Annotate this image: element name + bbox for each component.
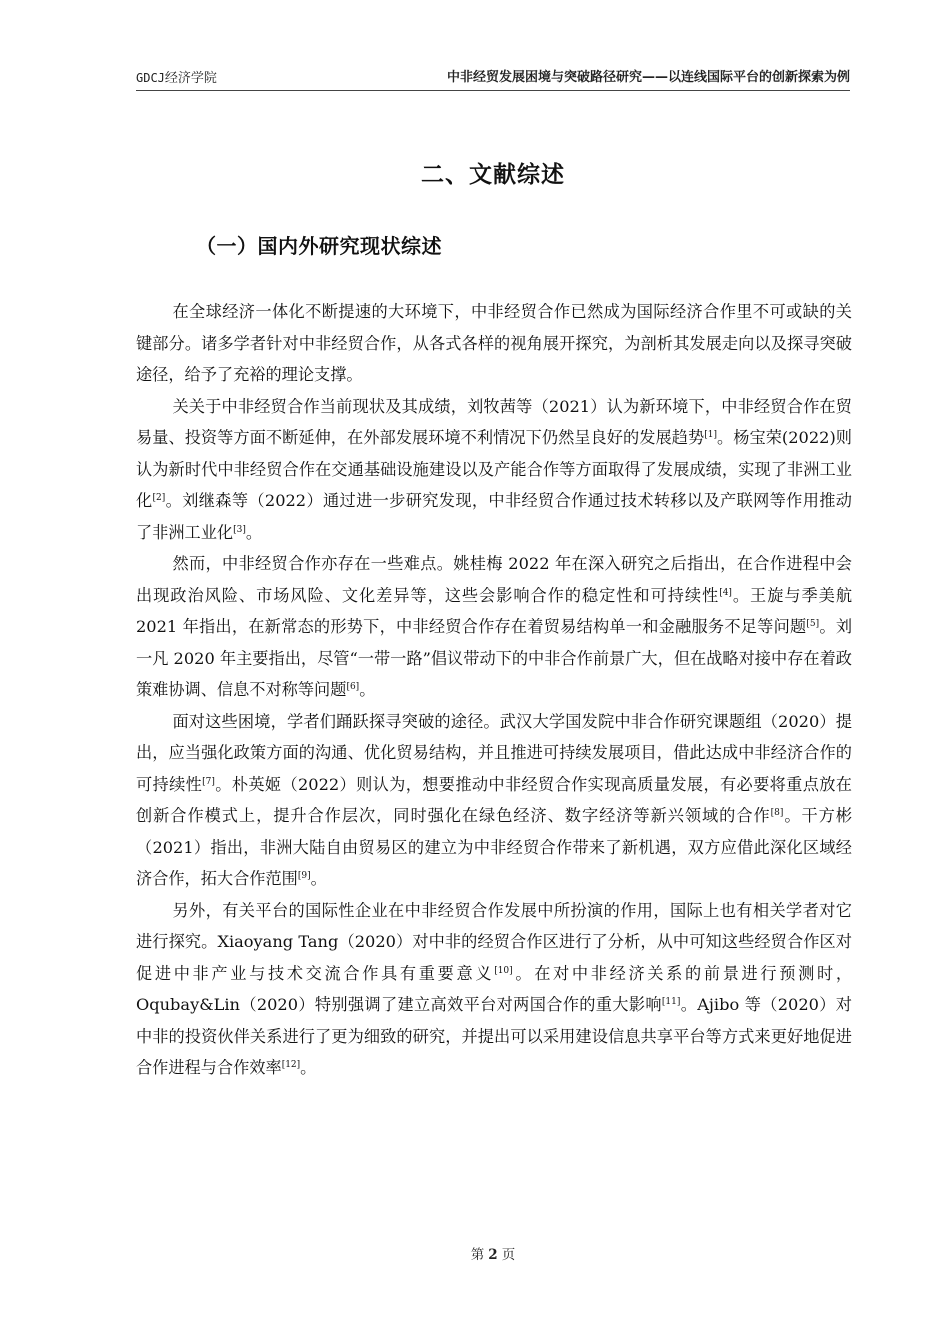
paragraph-text: 然而，中非经贸合作亦存在一些难点。姚桂梅 2022 年在深入研究之后指出，在合作进程中会出现政治风险、市场风险、文化差异等，这些会影响合作的稳定性和可持续性 (136, 554, 852, 605)
paragraph-text: 。刘一凡 2020 年主要指出，尽管“一带一路”倡议带动下的中非合作前景广大，但在战略对接中存在着政策难协调、信息不对称等问题 (136, 617, 853, 699)
paragraph-text: 。Ajibo 等（2020）对中非的投资伙伴关系进行了更为细致的研究，并提出可以采用建设信息共享平台等方式来更好地促进合作进程与合作效率 (136, 995, 852, 1077)
paragraph-text: 。干方彬（2021）指出，非洲大陆自由贸易区的建立为中非经贸合作带来了新机遇，双方应借此深化区域经济合作，拓大合作范围 (136, 806, 853, 888)
citation-ref: [4] (719, 587, 732, 598)
section-title: （一）国内外研究现状综述 (196, 234, 442, 258)
paragraph-text: 关关于中非经贸合作当前现状及其成绩，刘牧茜等（2021）认为新环境下，中非经贸合作在贸易量、投资等方面不断延伸，在外部发展环境不利情况下仍然呈良好的发展趋势 (136, 396, 852, 447)
citation-ref: [1] (704, 430, 717, 440)
page-header (136, 68, 850, 91)
paragraph-text: 面对这些困境，学者们踊跃探寻突破的途径。武汉大学国发院中非合作研究课题组（2020）提出，应当强化政策方面的沟通、优化贸易结构，并且推进可持续发展项目，借此达成中非经济合作的可持续性 (136, 711, 852, 794)
paragraph-text: 。 (245, 522, 263, 542)
citation-ref: [11] (661, 997, 681, 1007)
citation-ref: [6] (346, 682, 360, 692)
paragraph-text: 。 (310, 869, 327, 888)
paragraph-text: 。 (300, 1058, 317, 1077)
body-text (136, 296, 852, 1084)
paragraph-text: 。王旋与季美航 2021 年指出，在新常态的形势下，中非经贸合作存在着贸易结构单一和金融服务不足等问题 (136, 585, 853, 636)
paragraph (136, 706, 852, 895)
citation-ref: [5] (806, 619, 820, 629)
paragraph-text: 另外，有关平台的国际性企业在中非经贸合作发展中所扮演的作用，国际上也有相关学者对它进行探究。Xiaoyang Tang（2020）对中非的经贸合作区进行了分析，从中可知这些经贸合作区对促进中非产业与技术交流合作具有重要意义 (136, 900, 852, 983)
header-org-code: GDCJ (136, 71, 165, 85)
paragraph (136, 548, 852, 706)
paragraph (136, 895, 852, 1084)
citation-ref: [7] (202, 776, 215, 787)
header-org-name: 经济学院 (164, 71, 217, 86)
citation-ref: [9] (297, 871, 311, 881)
citation-ref: [2] (152, 493, 166, 503)
citation-ref: [3] (233, 524, 246, 535)
citation-ref: [8] (770, 808, 784, 818)
paragraph-text: 。朴英姬（2022）则认为，想要推动中非经贸合作实现高质量发展，有必要将重点放在创新合作模式上，提升合作层次，同时强化在绿色经济、数字经济等新兴领域的合作 (136, 774, 852, 825)
citation-ref: [10] (494, 965, 513, 976)
paragraph-text: 在全球经济一体化不断提速的大环境下，中非经贸合作已然成为国际经济合作里不可或缺的关键部分。诸多学者针对中非经贸合作，从各式各样的视角展开探究，为剖析其发展走向以及探寻突破途径，给予了充裕的理论支撑。 (136, 302, 852, 384)
paragraph-text: 。刘继森等（2022）通过进一步研究发现，中非经贸合作通过技术转移以及产联网等作用推动了非洲工业化 (136, 491, 852, 542)
paragraph-text: 。在对中非经济关系的前景进行预测时，Oqubay&Lin（2020）特别强调了建立高效平台对两国合作的重大影响 (136, 963, 853, 1014)
citation-ref: [12] (281, 1060, 301, 1070)
paragraph (136, 391, 852, 549)
footer-suffix: 页 (501, 1247, 516, 1263)
footer-prefix: 第 (470, 1247, 485, 1263)
header-org (136, 68, 217, 89)
header-title: 中非经贸发展困境与突破路径研究——以连线国际平台的创新探索为例 (446, 70, 850, 85)
paragraph-text: 。杨宝荣(2022)则认为新时代中非经贸合作在交通基础设施建设以及产能合作等方面取得了发展成绩，实现了非洲工业化 (136, 428, 852, 510)
paragraph-text: 。 (359, 680, 376, 699)
paragraph (136, 296, 852, 391)
page-number: 2 (488, 1247, 498, 1263)
page-footer (0, 1243, 950, 1263)
chapter-title: 二、文献综述 (421, 162, 565, 188)
